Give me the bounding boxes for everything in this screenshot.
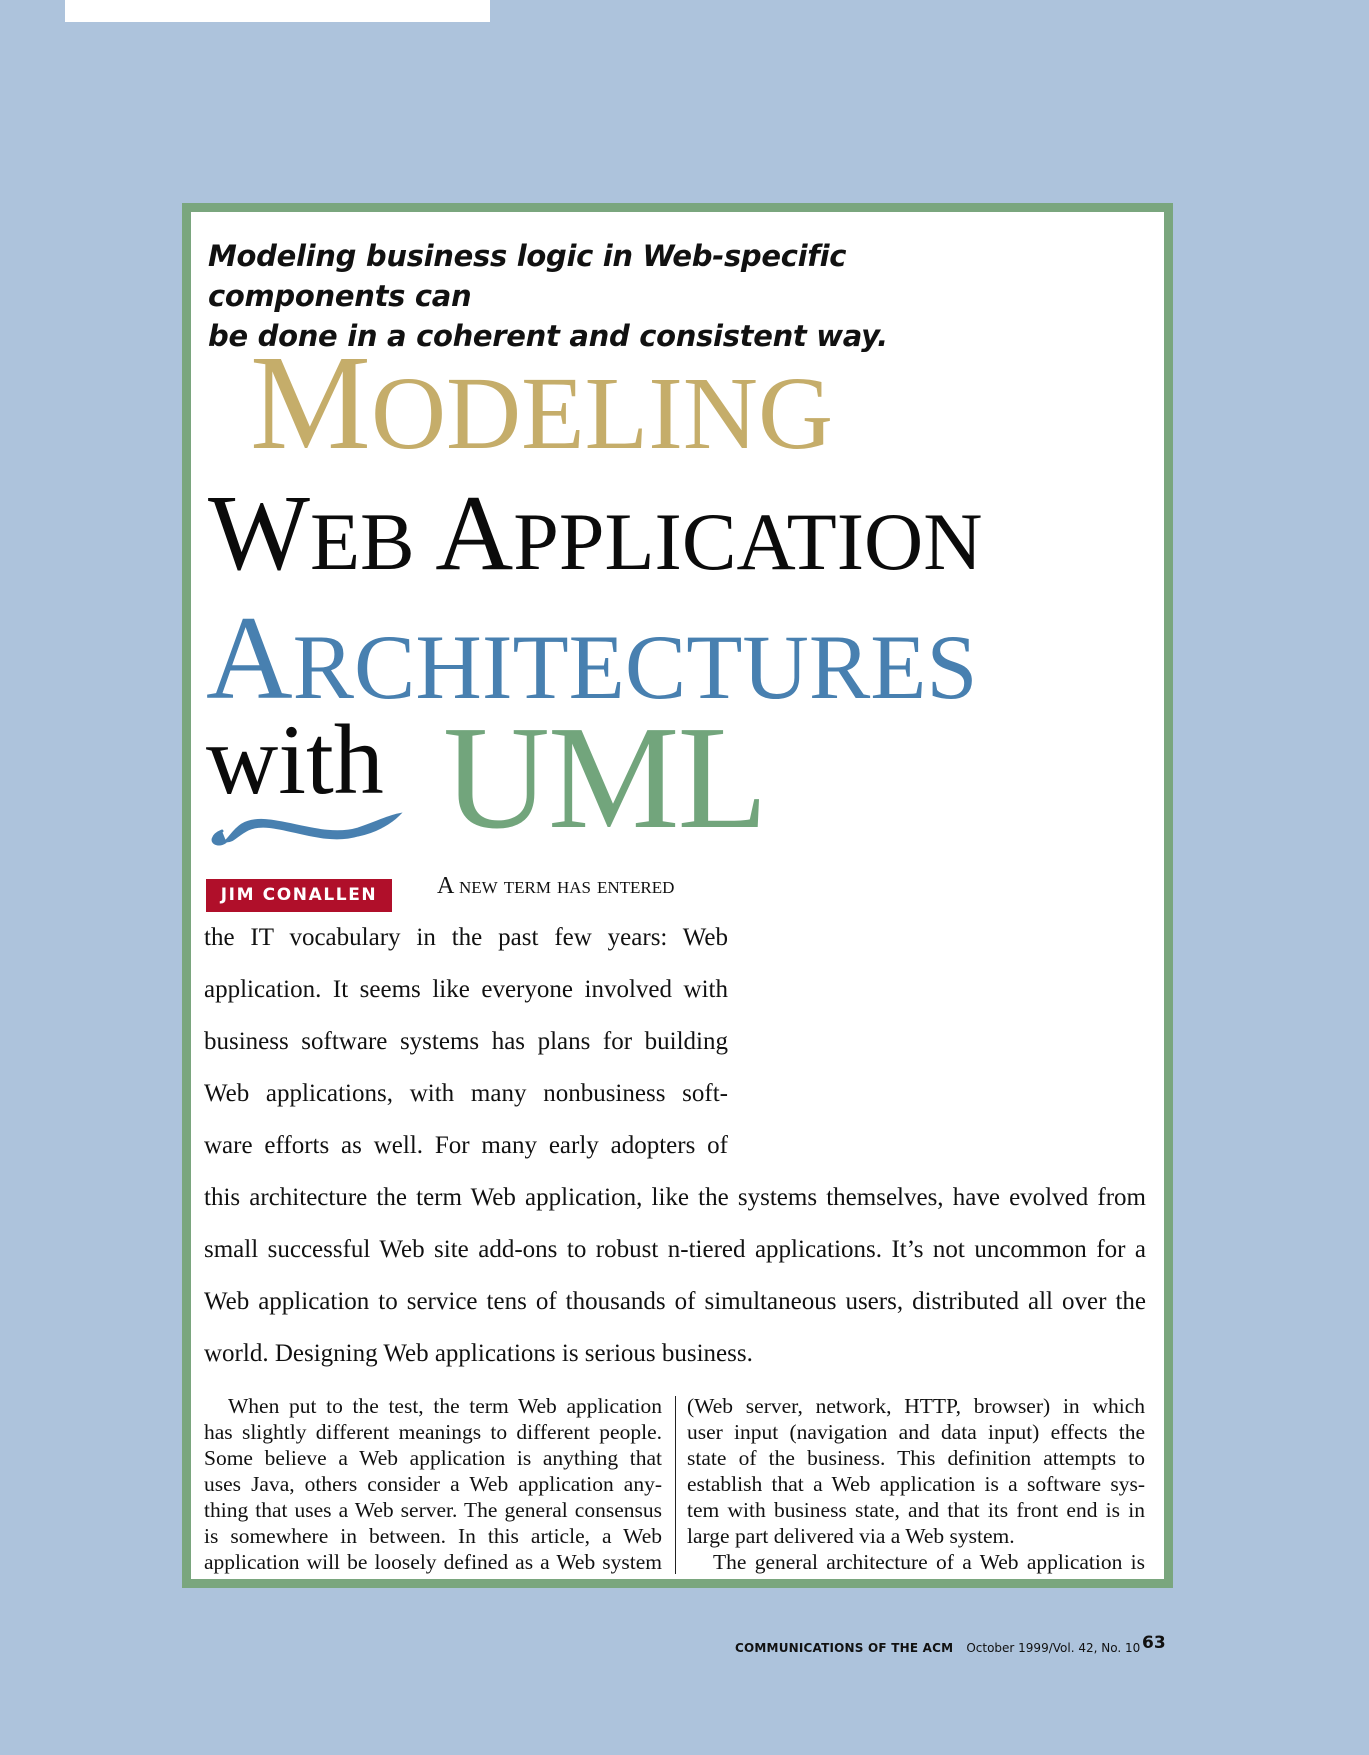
body-line: uses Java, others consider a Web application any- <box>204 1472 662 1496</box>
lede-line: Web application to service tens of thousands of simultaneous users, distributed all over the <box>204 1288 1146 1315</box>
body-line: has slightly different meanings to different people. <box>204 1420 662 1444</box>
title-architectures-initial: A <box>206 591 293 724</box>
title-application-initial: A <box>435 474 514 593</box>
column-divider <box>675 1396 676 1574</box>
lede-line: world. Designing Web applications is serious business. <box>204 1340 753 1367</box>
title-uml: UML <box>443 696 766 860</box>
lede-line: this architecture the term Web application, like the systems themselves, have evolved from <box>204 1184 1146 1211</box>
title-with: with <box>206 704 384 815</box>
body-line: application will be loosely defined as a Web system <box>204 1550 662 1574</box>
running-footer <box>735 1637 1140 1656</box>
title-web-initial: W <box>208 474 310 593</box>
body-line: tem with business state, and that its front end is in <box>687 1498 1145 1522</box>
footer-publication: COMMUNICATIONS OF THE ACM <box>735 1641 954 1655</box>
body-line: is somewhere in between. In this article, a Web <box>204 1524 662 1548</box>
lede-line: ware efforts as well. For many early adopters of <box>204 1132 728 1159</box>
body-line: state of the business. This definition attempts to <box>687 1446 1145 1470</box>
swash-ornament <box>208 795 408 847</box>
top-white-strip <box>65 0 490 22</box>
deck-line-2: be done in a coherent and consistent way. <box>208 319 888 353</box>
title-architectures-rest: RCHITECTURES <box>292 616 978 718</box>
body-line: Some believe a Web application is anything that <box>204 1446 662 1470</box>
title-web-rest: EB <box>309 496 436 587</box>
lede-line: application. It seems like everyone involved with <box>204 976 728 1003</box>
lede-line: business software systems has plans for building <box>204 1028 728 1055</box>
body-line: thing that uses a Web server. The general consensus <box>204 1498 662 1522</box>
lede-opening: A new term has entered <box>437 873 675 899</box>
body-line: large part delivered via a Web system. <box>687 1524 1015 1548</box>
deck-line-1: Modeling business logic in Web-specific components can <box>208 239 847 313</box>
author-badge: JIM CONALLEN <box>206 879 392 912</box>
body-line: establish that a Web application is a software sys- <box>687 1472 1145 1496</box>
footer-issue: October 1999/Vol. 42, No. 10 <box>966 1641 1141 1655</box>
body-column-left <box>204 1393 662 1575</box>
body-line: user input (navigation and data input) effects the <box>687 1420 1145 1444</box>
title-modeling-initial: M <box>250 328 371 478</box>
body-line: (Web server, network, HTTP, browser) in which <box>687 1394 1145 1418</box>
title-web-application <box>208 474 983 593</box>
body-line: When put to the test, the term Web application <box>228 1394 662 1418</box>
body-line: The general architecture of a Web application is <box>713 1550 1145 1574</box>
title-application-rest: PPLICATION <box>513 496 983 587</box>
lede-line: small successful Web site add-ons to robust n-tiered applications. It’s not uncommon for a <box>204 1236 1146 1263</box>
title-modeling-rest: ODELING <box>370 356 834 471</box>
body-column-right <box>687 1393 1145 1575</box>
page-number: 63 <box>1142 1633 1166 1653</box>
lede-line: the IT vocabulary in the past few years: Web <box>204 924 728 951</box>
lede-line: Web applications, with many nonbusiness soft- <box>204 1080 728 1107</box>
